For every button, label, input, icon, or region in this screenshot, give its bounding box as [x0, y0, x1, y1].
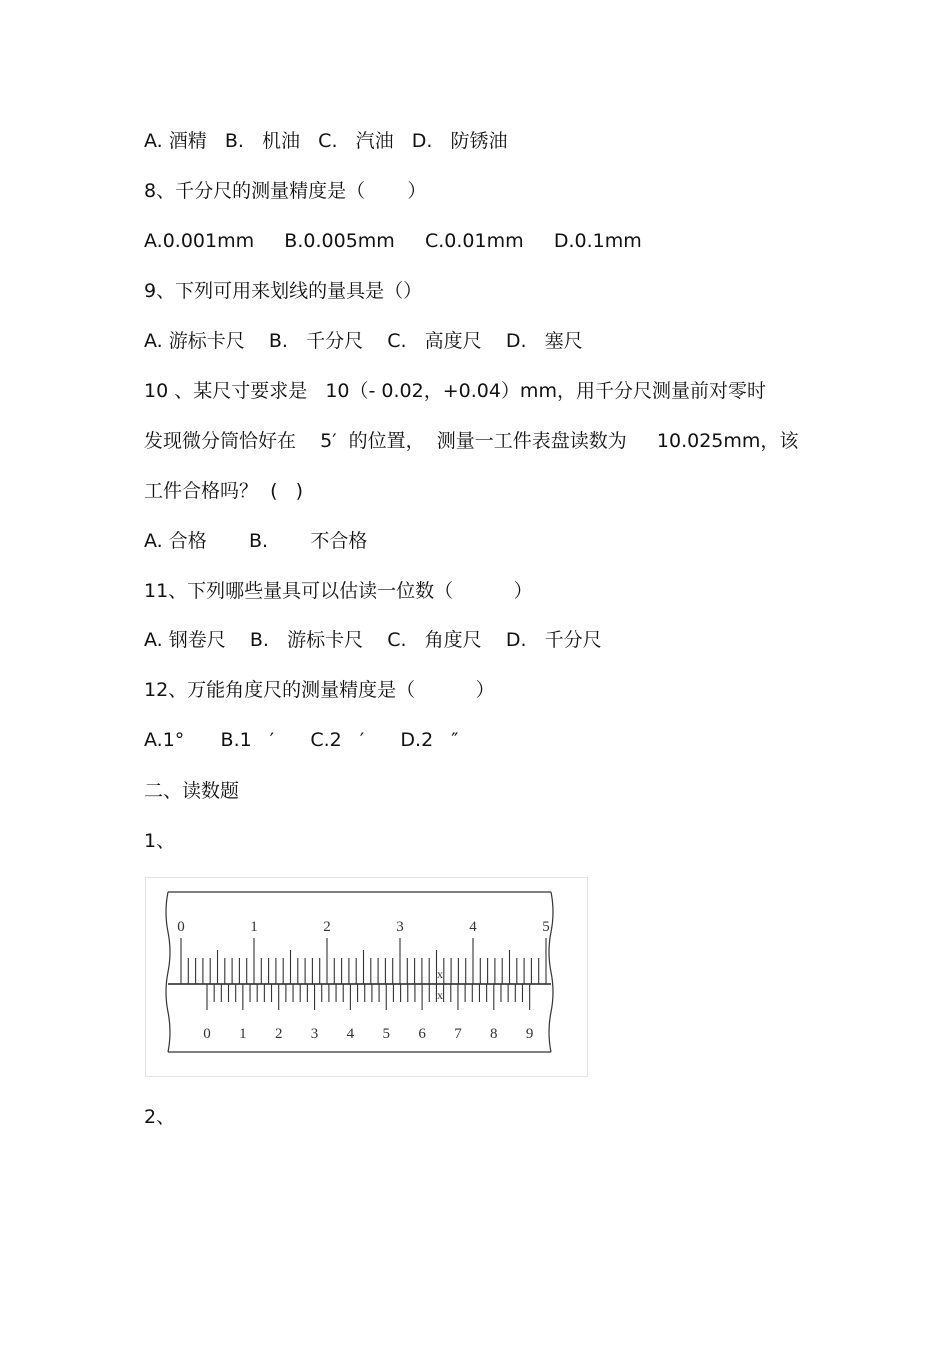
coincidence-mark: x	[437, 967, 443, 981]
question-9: 9、下列可用来划线的量具是（）	[144, 280, 423, 302]
vernier-scale-label: 7	[454, 1026, 462, 1042]
coincidence-mark: x	[437, 988, 443, 1002]
left-break-edge	[166, 892, 170, 1052]
question-9-options: A. 游标卡尺 B. 千分尺 C. 高度尺 D. 塞尺	[144, 330, 583, 352]
question-12: 12、万能角度尺的测量精度是（ ）	[144, 679, 495, 701]
reading-question-1: 1、	[144, 830, 176, 852]
right-break-edge	[549, 892, 553, 1052]
vernier-scale-label: 0	[203, 1026, 211, 1042]
main-scale-label: 1	[250, 919, 258, 935]
text-line-1: A. 酒精 B. 机油 C. 汽油 D. 防锈油	[144, 130, 508, 152]
question-8: 8、千分尺的测量精度是（ ）	[144, 180, 427, 202]
main-scale-label: 4	[469, 919, 477, 935]
vernier-scale-label: 2	[274, 1026, 283, 1042]
main-scale-label: 0	[177, 919, 185, 935]
vernier-scale-label: 4	[346, 1026, 355, 1042]
main-scale-label: 5	[542, 919, 550, 935]
vernier-scale-label: 3	[310, 1026, 319, 1042]
question-8-options: A.0.001mm B.0.005mm C.0.01mm D.0.1mm	[144, 230, 642, 252]
vernier-scale-diagram	[146, 878, 587, 1076]
main-scale-label: 3	[396, 919, 404, 935]
vernier-caliper-figure	[145, 877, 588, 1077]
question-11: 11、下列哪些量具可以估读一位数（ ）	[144, 580, 533, 602]
vernier-scale-label: 1	[239, 1026, 247, 1042]
section-heading: 二、读数题	[144, 780, 240, 802]
vernier-scale-label: 9	[525, 1026, 534, 1042]
reading-question-2: 2、	[144, 1106, 176, 1128]
question-10-line-1: 10 、某尺寸要求是 10（- 0.02，+0.04）mm，用千分尺测量前对零时	[144, 380, 766, 402]
vernier-scale-label: 5	[382, 1026, 390, 1042]
vernier-scale-label: 8	[490, 1026, 498, 1042]
question-12-options: A.1° B.1 ′ C.2 ′ D.2 ″	[144, 729, 459, 751]
question-10-options: A. 合格 B. 不合格	[144, 530, 368, 552]
vernier-scale-label: 6	[418, 1026, 426, 1042]
main-scale-label: 2	[323, 919, 331, 935]
question-11-options: A. 钢卷尺 B. 游标卡尺 C. 角度尺 D. 千分尺	[144, 629, 602, 651]
question-10-line-3: 工件合格吗？ ( )	[144, 480, 304, 502]
question-10-line-2: 发现微分筒恰好在 5′ 的位置， 测量一工件表盘读数为 10.025mm，该	[144, 430, 799, 452]
